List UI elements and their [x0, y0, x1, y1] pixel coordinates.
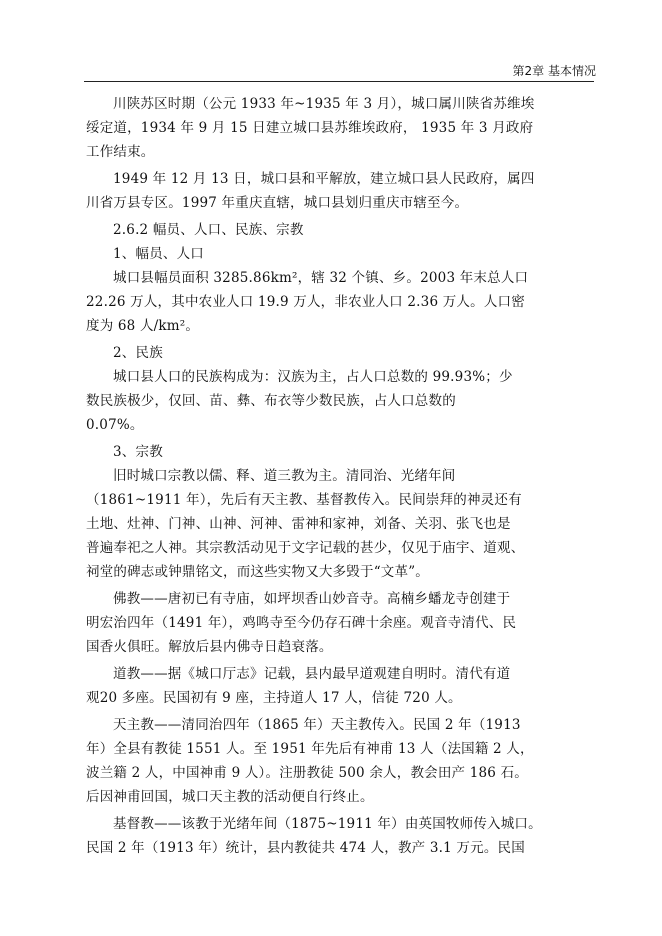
- text-line: 明宏治四年（1491 年），鸡鸣寺至今仍存石碑十余座。观音寺清代、民: [86, 615, 517, 631]
- text-line: 3、宗教: [113, 444, 163, 460]
- text-line: 城口县幅员面积 3285.86km²，辖 32 个镇、乡。2003 年末总人口: [113, 270, 529, 286]
- text-line: 川陕苏区时期（公元 1933 年~1935 年 3 月），城口属川陕省苏维埃: [113, 96, 535, 112]
- text-line: 2.6.2 幅员、人口、民族、宗教: [113, 222, 304, 238]
- text-line: （1861~1911 年），先后有天主教、基督教传入。民间崇拜的神灵还有: [86, 492, 522, 508]
- text-line: 城口县人口的民族构成为：汉族为主，占人口总数的 99.93%；少: [113, 369, 513, 385]
- text-line: 佛教——唐初已有寺庙，如坪坝香山妙音寺。高楠乡蟠龙寺创建于: [113, 591, 511, 607]
- text-line: 观20 多座。民国初有 9 座，主持道人 17 人，信徒 720 人。: [86, 690, 462, 706]
- text-line: 1949 年 12 月 13 日，城口县和平解放，建立城口县人民政府，属四: [113, 171, 535, 187]
- text-line: 普遍奉祀之人神。其宗教活动见于文字记载的甚少，仅见于庙宇、道观、: [86, 540, 525, 556]
- text-line: 土地、灶神、门神、山神、河神、雷神和家神，刘备、关羽、张飞也是: [86, 516, 511, 532]
- text-line: 国香火俱旺。解放后县内佛寺日趋衰落。: [86, 639, 333, 655]
- text-line: 0.07%。: [86, 417, 144, 433]
- text-line: 祠堂的碑志或钟鼎铭文，而这些实物又大多毁于“文革”。: [86, 564, 430, 580]
- header-rule: [84, 81, 594, 82]
- text-line: 年）全县有教徒 1551 人。至 1951 年先后有神甫 13 人（法国籍 2 人，: [86, 741, 534, 757]
- text-line: 波兰籍 2 人，中国神甫 9 人）。注册教徒 500 余人，教会田产 186 石。: [86, 765, 528, 781]
- text-line: 数民族极少，仅回、苗、彝、布衣等少数民族，占人口总数的: [86, 393, 456, 409]
- text-line: 天主教——清同治四年（1865 年）天主教传入。民国 2 年（1913: [113, 717, 521, 733]
- document-body: [86, 92, 586, 860]
- text-line: 度为 68 人/km²。: [86, 318, 200, 334]
- text-line: 旧时城口宗教以儒、释、道三教为主。清同治、光绪年间: [113, 468, 456, 484]
- text-line: 后因神甫回国，城口天主教的活动便自行终止。: [86, 789, 374, 805]
- text-line: 22.26 万人，其中农业人口 19.9 万人，非农业人口 2.36 万人。人口密: [86, 294, 525, 310]
- text-line: 2、民族: [113, 345, 163, 361]
- text-line: 民国 2 年（1913 年）统计，县内教徒共 474 人，教产 3.1 万元。民国: [86, 840, 525, 856]
- chapter-header: 第2章 基本情况: [512, 64, 596, 78]
- text-line: 绥定道，1934 年 9 月 15 日建立城口县苏维埃政府， 1935 年 3 月政府: [86, 120, 534, 136]
- text-line: 工作结束。: [86, 144, 155, 160]
- text-line: 基督教——该教于光绪年间（1875~1911 年）由英国牧师传入城口。: [113, 816, 542, 832]
- text-line: 道教——据《城口厅志》记载，县内最早道观建自明时。清代有道: [113, 666, 511, 682]
- text-line: 1、幅员、人口: [113, 246, 204, 262]
- text-line: 川省万县专区。1997 年重庆直辖，城口县划归重庆市辖至今。: [86, 195, 469, 211]
